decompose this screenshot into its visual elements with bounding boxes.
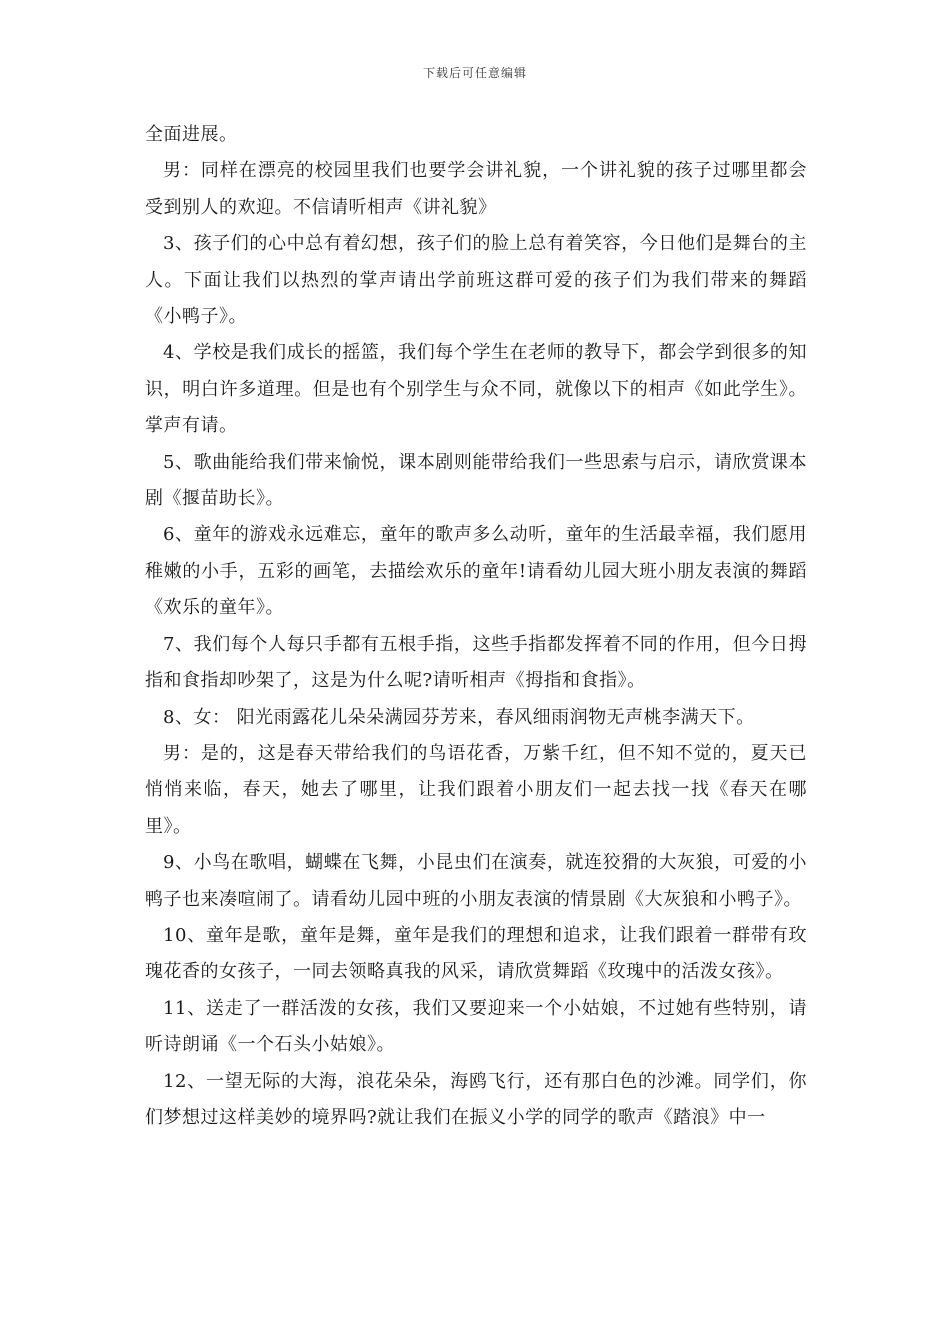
document-body <box>145 117 807 1136</box>
paragraph-item-5: 5、歌曲能给我们带来愉悦，课本剧则能带给我们一些思索与启示，请欣赏课本剧《揠苗助长》。 <box>145 451 807 510</box>
paragraph-item-7: 7、我们每个人每只手都有五根手指，这些手指都发挥着不同的作用，但今日拇指和食指却吵架了，这是为什么呢?请听相声《拇指和食指》。 <box>145 633 807 692</box>
paragraph-item-10: 10、童年是歌，童年是舞，童年是我们的理想和追求，让我们跟着一群带有玫瑰花香的女孩子，一同去领略真我的风采，请欣赏舞蹈《玫瑰中的活泼女孩》。 <box>145 924 807 983</box>
paragraph-item-4: 4、学校是我们成长的摇篮，我们每个学生在老师的教导下，都会学到很多的知识，明白许多道理。但是也有个别学生与众不同，就像以下的相声《如此学生》。掌声有请。 <box>145 342 807 437</box>
paragraph-male-host-line: 男：同样在漂亮的校园里我们也要学会讲礼貌，一个讲礼貌的孩子过哪里都会受到别人的欢迎。不信请听相声《讲礼貌》 <box>145 160 807 218</box>
paragraph-item-11: 11、送走了一群活泼的女孩，我们又要迎来一个小姑娘，不过她有些特别，请听诗朗诵《一个石头小姑娘》。 <box>145 997 807 1056</box>
paragraph-item-6: 6、童年的游戏永远难忘，童年的歌声多么动听，童年的生活最幸福，我们愿用稚嫩的小手，五彩的画笔，去描绘欢乐的童年!请看幼儿园大班小朋友表演的舞蹈《欢乐的童年》。 <box>145 524 807 619</box>
paragraph-item-3: 3、孩子们的心中总有着幻想，孩子们的脸上总有着笑容，今日他们是舞台的主人。下面让我们以热烈的掌声请出学前班这群可爱的孩子们为我们带来的舞蹈《小鸭子》。 <box>145 233 807 328</box>
paragraph-item-9: 9、小鸟在歌唱，蝴蝶在飞舞，小昆虫们在演奏，就连狡猾的大灰狼，可爱的小鸭子也来凑喧闹了。请看幼儿园中班的小朋友表演的情景剧《大灰狼和小鸭子》。 <box>145 852 807 910</box>
paragraph-item-12: 12、一望无际的大海，浪花朵朵，海鸥飞行，还有那白色的沙滩。同学们，你们梦想过这样美妙的境界吗?就让我们在振义小学的同学的歌声《踏浪》中一 <box>145 1070 807 1128</box>
paragraph-item-8-male: 男：是的，这是春天带给我们的鸟语花香，万紫千红，但不知不觉的，夏天已悄悄来临，春天，她去了哪里，让我们跟着小朋友们一起去找一找《春天在哪里》。 <box>145 742 807 837</box>
paragraph-item-8-female: 8、女： 阳光雨露花儿朵朵满园芬芳来，春风细雨润物无声桃李满天下。 <box>163 706 755 728</box>
page-header: 下载后可任意编辑 <box>422 66 527 80</box>
paragraph-continuation: 全面进展。 <box>145 124 238 145</box>
